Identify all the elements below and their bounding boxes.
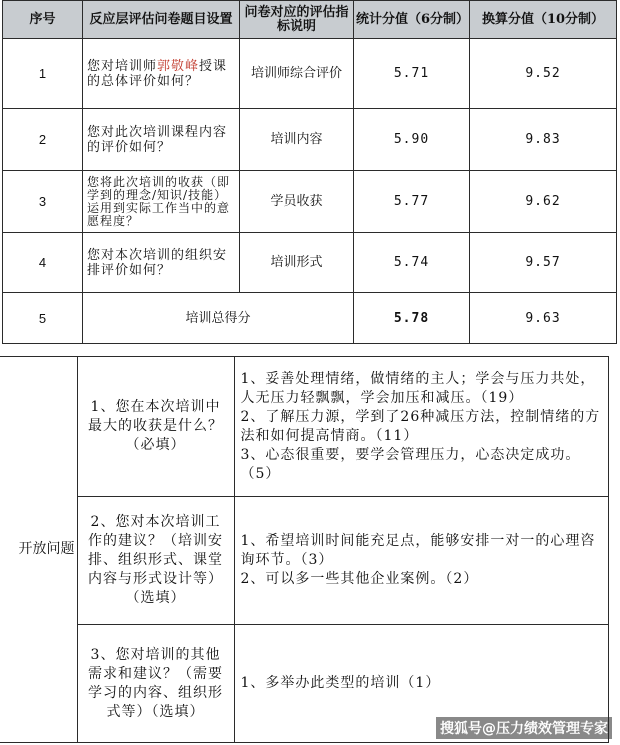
table-row — [3, 233, 617, 293]
header-score10: 换算分值（10分制） — [470, 1, 617, 39]
answer-item: 1、希望培训时间能充足点，能够安排一对一的心理咨询环节。（3） — [240, 533, 596, 568]
row-indicator: 培训形式 — [240, 233, 354, 293]
total-score6: 5.78 — [354, 293, 470, 344]
open-answers — [234, 357, 608, 497]
row-question: 您将此次培训的收获（即学到的理念/知识/技能）运用到实际工作当中的意愿程度？ — [83, 171, 240, 233]
total-index: 5 — [3, 293, 83, 344]
row-index: 2 — [3, 109, 83, 171]
row-score6: 5.74 — [354, 233, 470, 293]
score-table-header — [3, 1, 617, 39]
total-row — [3, 293, 617, 344]
total-label: 培训总得分 — [83, 293, 354, 344]
row-question: 您对此次培训课程内容的评价如何？ — [83, 109, 240, 171]
row-score6: 5.77 — [354, 171, 470, 233]
category-label: 开放问题 — [0, 357, 77, 743]
table-row — [3, 39, 617, 109]
row-score6: 5.90 — [354, 109, 470, 171]
table-row — [0, 497, 608, 625]
row-index: 3 — [3, 171, 83, 233]
open-question-table — [0, 356, 609, 743]
row-question: 您对本次培训的组织安排评价如何？ — [83, 233, 240, 293]
row-score10: 9.62 — [470, 171, 617, 233]
row-score10: 9.52 — [470, 39, 617, 109]
score-table — [2, 0, 617, 344]
table-row — [3, 109, 617, 171]
row-score6: 5.71 — [354, 39, 470, 109]
open-answers — [234, 497, 608, 625]
answer-item: 3、心态很重要，要学会管理压力，心态决定成功。（5） — [240, 446, 581, 482]
header-indicator: 问卷对应的评估指标说明 — [240, 1, 354, 39]
answer-item: 2、可以多一些其他企业案例。（2） — [240, 571, 479, 587]
watermark: 搜狐号@压力绩效管理专家 — [436, 717, 612, 739]
open-question: 2、您对本次培训工作的建议？（培训安排、组织形式、课堂内容与形式设计等）（选填） — [77, 497, 234, 625]
row-index: 4 — [3, 233, 83, 293]
question-text: 您对培训师 — [87, 58, 158, 74]
row-score10: 9.83 — [470, 109, 617, 171]
row-indicator: 学员收获 — [240, 171, 354, 233]
row-indicator: 培训内容 — [240, 109, 354, 171]
row-index: 1 — [3, 39, 83, 109]
row-question — [83, 39, 240, 109]
open-question: 1、您在本次培训中最大的收获是什么？（必填） — [77, 357, 234, 497]
open-question: 3、您对培训的其他需求和建议？（需要学习的内容、组织形式等）（选填） — [77, 625, 234, 743]
header-index: 序号 — [3, 1, 83, 39]
table-row — [3, 171, 617, 233]
header-question: 反应层评估问卷题目设置 — [83, 1, 240, 39]
table-row — [0, 357, 608, 497]
trainer-name: 郭敬峰 — [157, 58, 200, 74]
answer-item: 1、多举办此类型的培训（1） — [240, 675, 441, 691]
header-score6: 统计分值（6分制） — [354, 1, 470, 39]
row-indicator: 培训师综合评价 — [240, 39, 354, 109]
row-score10: 9.57 — [470, 233, 617, 293]
total-score10: 9.63 — [470, 293, 617, 344]
answer-item: 2、了解压力源，学到了26种减压方法，控制情绪的方法和如何提高情商。（11） — [240, 408, 601, 444]
question-text: 授课的总体评价如何？ — [87, 58, 228, 89]
answer-item: 1、妥善处理情绪，做情绪的主人；学会与压力共处，人无压力轻飘飘，学会加压和减压。（19） — [240, 370, 596, 406]
